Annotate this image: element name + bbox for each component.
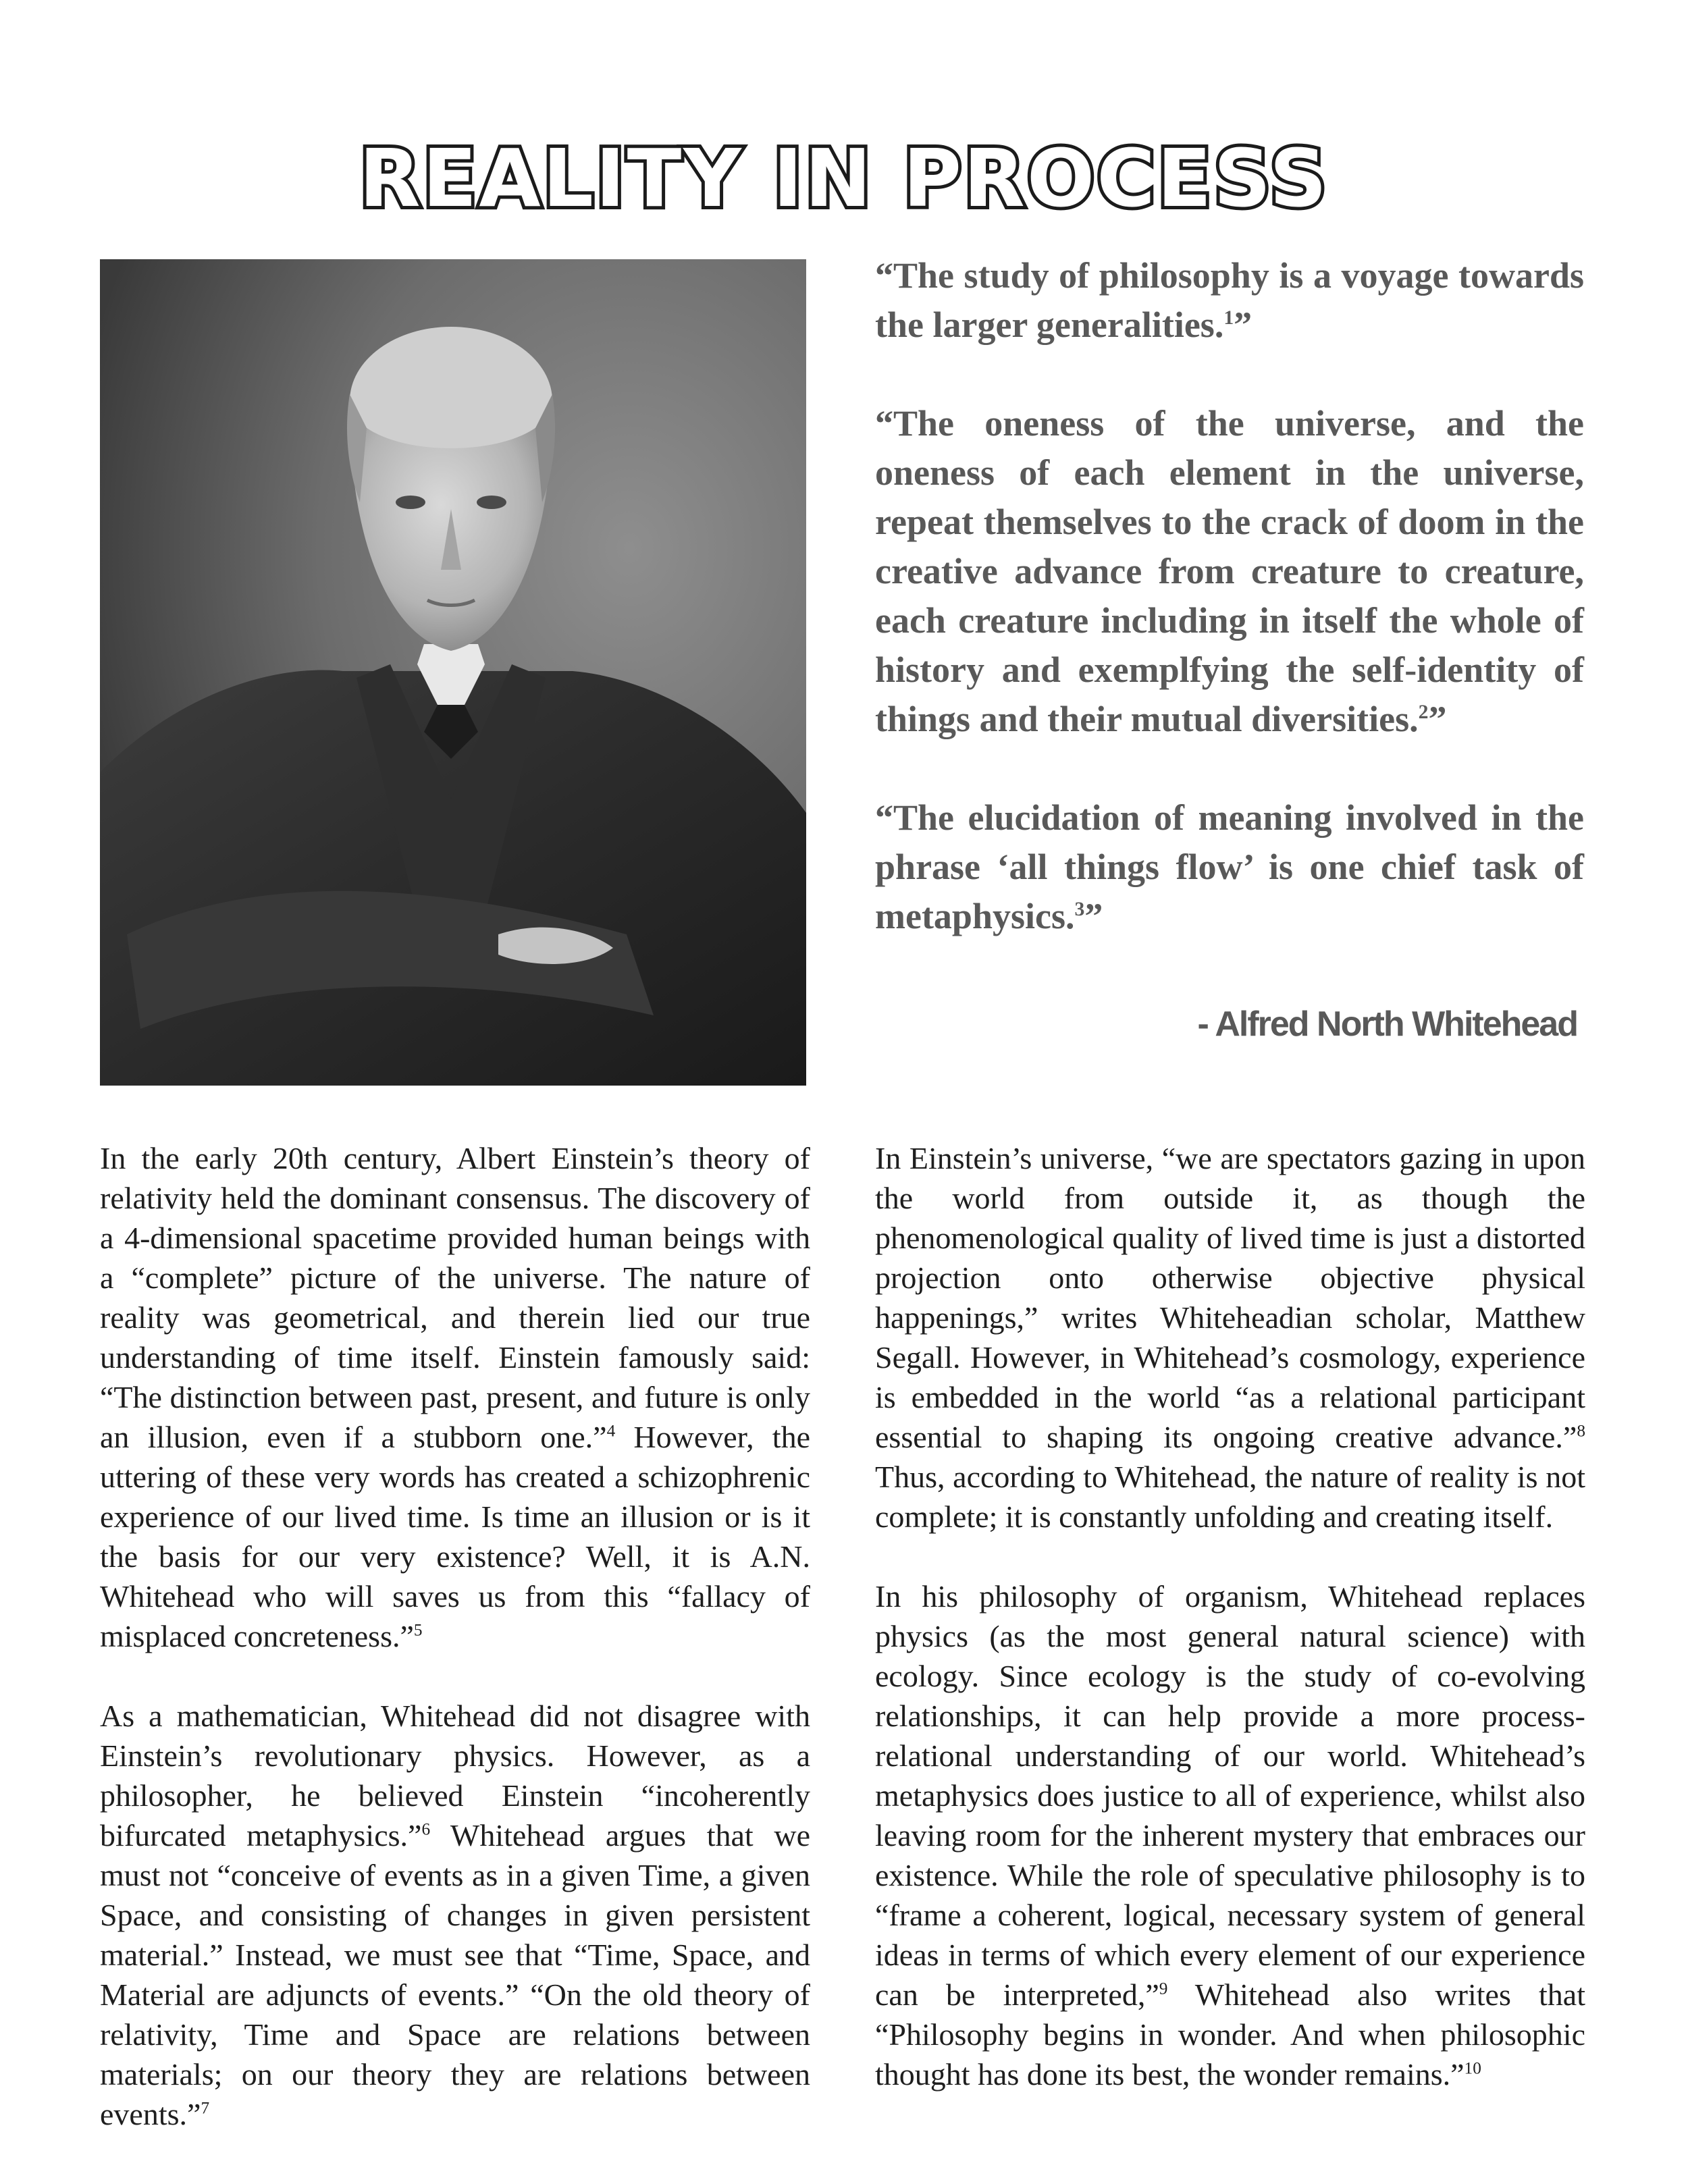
footnote-marker: 3 bbox=[1074, 899, 1085, 920]
quote-close: ” bbox=[1234, 304, 1252, 345]
footnote-marker: 4 bbox=[606, 1421, 616, 1441]
footnote-marker: 1 bbox=[1223, 307, 1234, 329]
paragraph-text: In his philosophy of organism, Whitehead replaces physics (as the most general natural science) with ecology. Since ecology is the study of co-evolving relationships, it can help provide a more process-relational understanding of our world. Whitehead’s metaphysics does justice to all of experience, whilst also leaving room for the inherent mystery that embraces our existence. While the role of speculative philosophy is to “frame a coherent, logical, necessary system of general ideas in terms of which every element of our experience can be interpreted,” bbox=[875, 1579, 1585, 2012]
paragraph bbox=[875, 1138, 1585, 1537]
quote-3 bbox=[875, 793, 1584, 941]
quote-3-text: “The elucidation of meaning involved in the phrase ‘all things flow’ is one chief task of metaphysics. bbox=[875, 797, 1584, 936]
page-title: REALITY IN PROCESS bbox=[359, 132, 1329, 225]
portrait-photo bbox=[100, 259, 806, 1086]
footnote-marker: 8 bbox=[1577, 1421, 1585, 1441]
footnote-marker: 5 bbox=[413, 1620, 423, 1640]
quote-close: ” bbox=[1084, 896, 1103, 936]
footnote-marker: 7 bbox=[201, 2098, 210, 2118]
footnote-marker: 6 bbox=[421, 1819, 431, 1839]
paragraph-text: Whitehead argues that we must not “conceive of events as in a given Time, a given Space, and consisting of changes in given persistent material.” Instead, we must see that “Time, Space, and Material are adjuncts of events.” “On the old theory of relativity, Time and Space are relations between materials; on our theory they are relations between events.” bbox=[100, 1818, 811, 2131]
paragraph-text: Whitehead also writes that “Philosophy begins in wonder. And when philosophic thought has done its best, the wonder remains.” bbox=[875, 1977, 1585, 2092]
paragraph bbox=[100, 1696, 810, 2134]
paragraph bbox=[875, 1576, 1585, 2094]
paragraph-text: As a mathematician, Whitehead did not disagree with Einstein’s revolutionary physics. However, as a philosopher, he believed Einstein “incoherently bifurcated metaphysics.” bbox=[100, 1699, 810, 1853]
footnote-marker: 10 bbox=[1464, 2058, 1481, 2078]
footnote-marker: 9 bbox=[1159, 1979, 1168, 1998]
paragraph-text: However, the uttering of these very words has created a schizophrenic experience of our lived time. Is time an illusion or is it the basis for our very existence? Well, it is A.N. Whitehead who will saves us from this “fallacy of misplaced concreteness.” bbox=[100, 1420, 810, 1653]
paragraph-text: Thus, according to Whitehead, the nature of reality is not complete; it is constantly unfolding and creating itself. bbox=[875, 1460, 1585, 1534]
quote-1-text: “The study of philosophy is a voyage towards the larger generalities. bbox=[875, 255, 1584, 345]
footnote-marker: 2 bbox=[1418, 701, 1429, 723]
paragraph-text: In the early 20th century, Albert Einstein’s theory of relativity held the dominant consensus. The discovery of a 4-dimensional spacetime provided human beings with a “complete” picture of the universe. The nature of reality was geometrical, and therein lied our true understanding of time itself. Einstein famously said: “The distinction between past, present, and future is only an illusion, even if a stubborn one.” bbox=[100, 1141, 810, 1454]
quotes-block bbox=[875, 251, 1584, 941]
paragraph bbox=[100, 1138, 810, 1656]
body-column-left bbox=[100, 1138, 810, 2134]
left-eye-shape bbox=[396, 496, 425, 509]
quote-2-text: “The oneness of the universe, and the oneness of each element in the universe, repeat themselves to the crack of doom in the creative advance from creature to creature, each creature including in itself the whole of history and exemplfying the self-identity of things and their mutual diversities. bbox=[875, 403, 1584, 739]
quote-attribution: - Alfred North Whitehead bbox=[1197, 1005, 1577, 1044]
quote-close: ” bbox=[1428, 699, 1447, 739]
right-eye-shape bbox=[477, 496, 506, 509]
quote-1 bbox=[875, 251, 1584, 350]
body-column-right bbox=[875, 1138, 1585, 2094]
quote-2 bbox=[875, 399, 1584, 744]
paragraph-text: In Einstein’s universe, “we are spectators gazing in upon the world from outside it, as though the phenomenological quality of lived time is just a distorted projection onto otherwise objective physical happenings,” writes Whiteheadian scholar, Matthew Segall. However, in Whitehead’s cosmology, experience is embedded in the world “as a relational participant essential to shaping its ongoing creative advance.” bbox=[875, 1141, 1585, 1454]
